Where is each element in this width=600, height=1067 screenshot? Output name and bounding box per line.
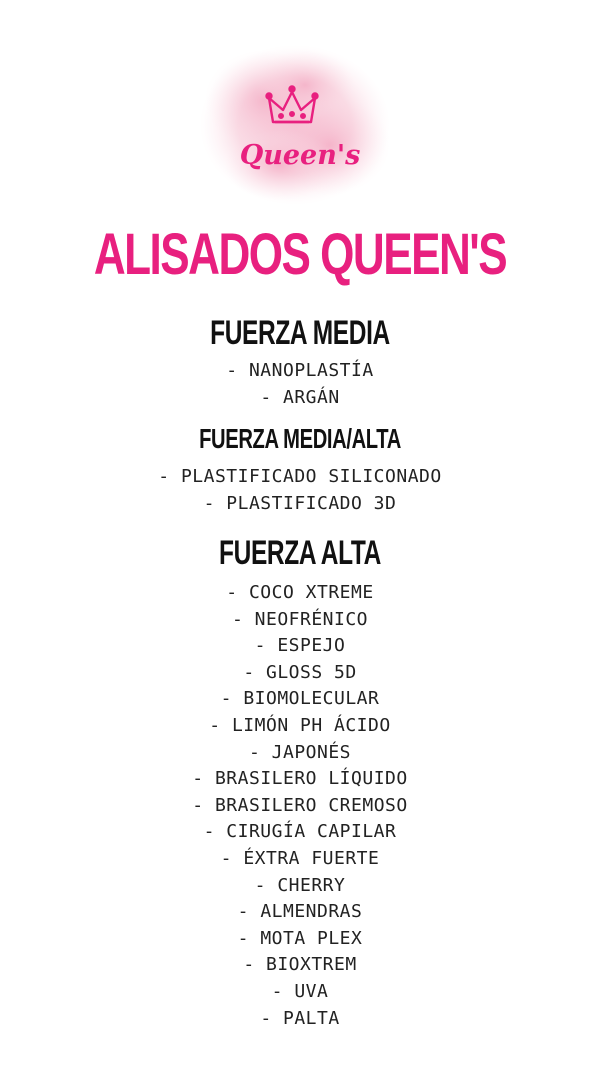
list-item: - ÉXTRA FUERTE — [220, 847, 380, 869]
section-title-fuerza-media: FUERZA MEDIA — [210, 314, 390, 352]
list-item: - ARGÁN — [260, 386, 340, 408]
list-item: - PLASTIFICADO SILICONADO — [158, 466, 442, 487]
list-item: - ESPEJO — [254, 635, 346, 657]
list-item: - MOTA PLEX — [237, 927, 363, 949]
logo-text: Queen's — [239, 140, 361, 171]
section-title-fuerza-alta: FUERZA ALTA — [219, 534, 381, 572]
list-item: - LIMÓN PH ÁCIDO — [209, 714, 391, 736]
list-item: - JAPONÉS — [248, 741, 352, 763]
list-item: - BIOMOLECULAR — [220, 688, 380, 710]
list-item: - UVA — [271, 980, 329, 1002]
list-item: - CIRUGÍA CAPILAR — [203, 821, 397, 843]
list-item: - BRASILERO LÍQUIDO — [192, 768, 408, 790]
list-item: - PALTA — [260, 1007, 340, 1029]
list-item: - CHERRY — [254, 874, 346, 896]
list-item: - BIOXTREM — [243, 954, 357, 976]
list-item: - COCO XTREME — [226, 582, 374, 603]
section-title-fuerza-media-alta: FUERZA MEDIA/ALTA — [199, 423, 401, 454]
list-item: - NANOPLASTÍA — [226, 360, 374, 381]
list-fuerza-media-alta — [0, 464, 600, 517]
logo — [195, 30, 405, 215]
watercolor-splash — [195, 30, 405, 215]
list-fuerza-media — [0, 358, 600, 411]
list-item: - ALMENDRAS — [237, 901, 363, 923]
list-fuerza-alta — [0, 580, 600, 1032]
list-item: - NEOFRÉNICO — [231, 608, 369, 630]
list-item: - PLASTIFICADO 3D — [203, 492, 397, 514]
list-item: - GLOSS 5D — [243, 661, 357, 683]
page-title: ALISADOS QUEEN'S — [93, 222, 507, 287]
list-item: - BRASILERO CREMOSO — [192, 794, 408, 816]
